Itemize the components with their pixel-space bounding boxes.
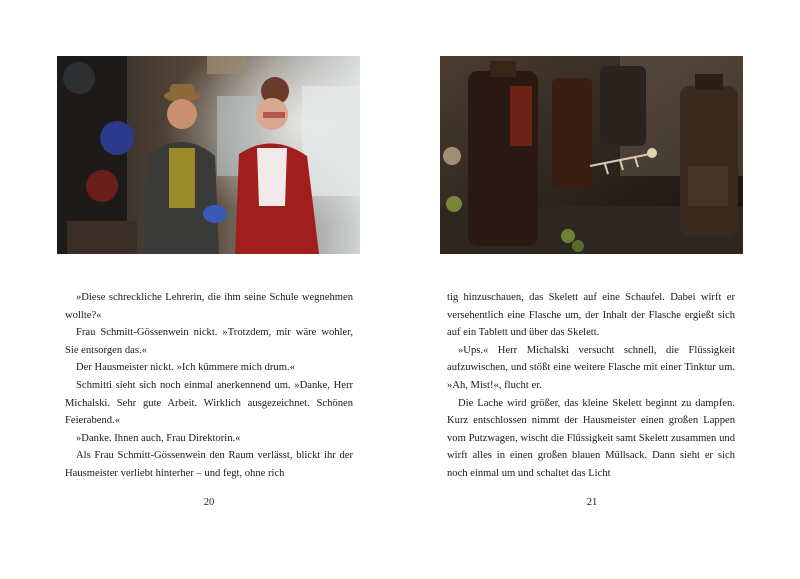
left-body-text (65, 289, 353, 483)
photo-illustration (57, 56, 360, 254)
paragraph: Schmitti sieht sich noch einmal anerkennend um. »Danke, Herr Michalski. Sehr gute Arbeit. Wirklich ausgezeichnet. Schönen Feierabend.« (65, 379, 353, 427)
paragraph: »Ups.« Herr Michalski versucht schnell, die Flüssigkeit aufzuwischen, und stößt eine weitere Flasche mit einer Tinktur um. »Ah, Mist!«, flucht er. (447, 344, 735, 391)
paragraph: tig hinzuschauen, das Skelett auf eine Schaufel. Dabei wirft er versehentlich eine Flasche um, der Inhalt der Flasche ergießt sich auf ein Tablett und über das Skelett. (447, 292, 735, 339)
page-number: 21 (586, 497, 598, 508)
paragraph: »Diese schreckliche Lehrerin, die ihm seine Schule wegnehmen wollte?« (65, 292, 353, 321)
paragraph: »Danke. Ihnen auch, Frau Direktorin.« (76, 432, 241, 444)
right-page (400, 0, 800, 579)
paragraph: Die Lache wird größer, das kleine Skelett beginnt zu dampfen. Kurz entschlossen nimmt der Hausmeister einen großen Lappen vom Putzwagen, wischt die Flüssigkeit samt Skelett zusammen und wirft alles in einen großen blauen Müllsack. Dann sieht er sich noch einmal um und schaltet das Licht (447, 397, 735, 479)
page-number: 20 (203, 497, 215, 508)
paragraph: Der Hausmeister nickt. »Ich kümmere mich drum.« (76, 362, 295, 374)
paragraph: Frau Schmitt-Gössenwein nickt. »Trotzdem, mir wäre wohler, Sie entsorgen das.« (65, 327, 353, 356)
photo-illustration (440, 56, 743, 254)
photo-lab-bottles-skeleton (440, 56, 743, 254)
right-body-text (447, 289, 735, 483)
paragraph: Als Frau Schmitt-Gössenwein den Raum verlässt, blickt ihr der Hausmeister verliebt hinterher – und fegt, ohne rich (65, 450, 353, 479)
photo-caretaker-and-teacher (57, 56, 360, 254)
